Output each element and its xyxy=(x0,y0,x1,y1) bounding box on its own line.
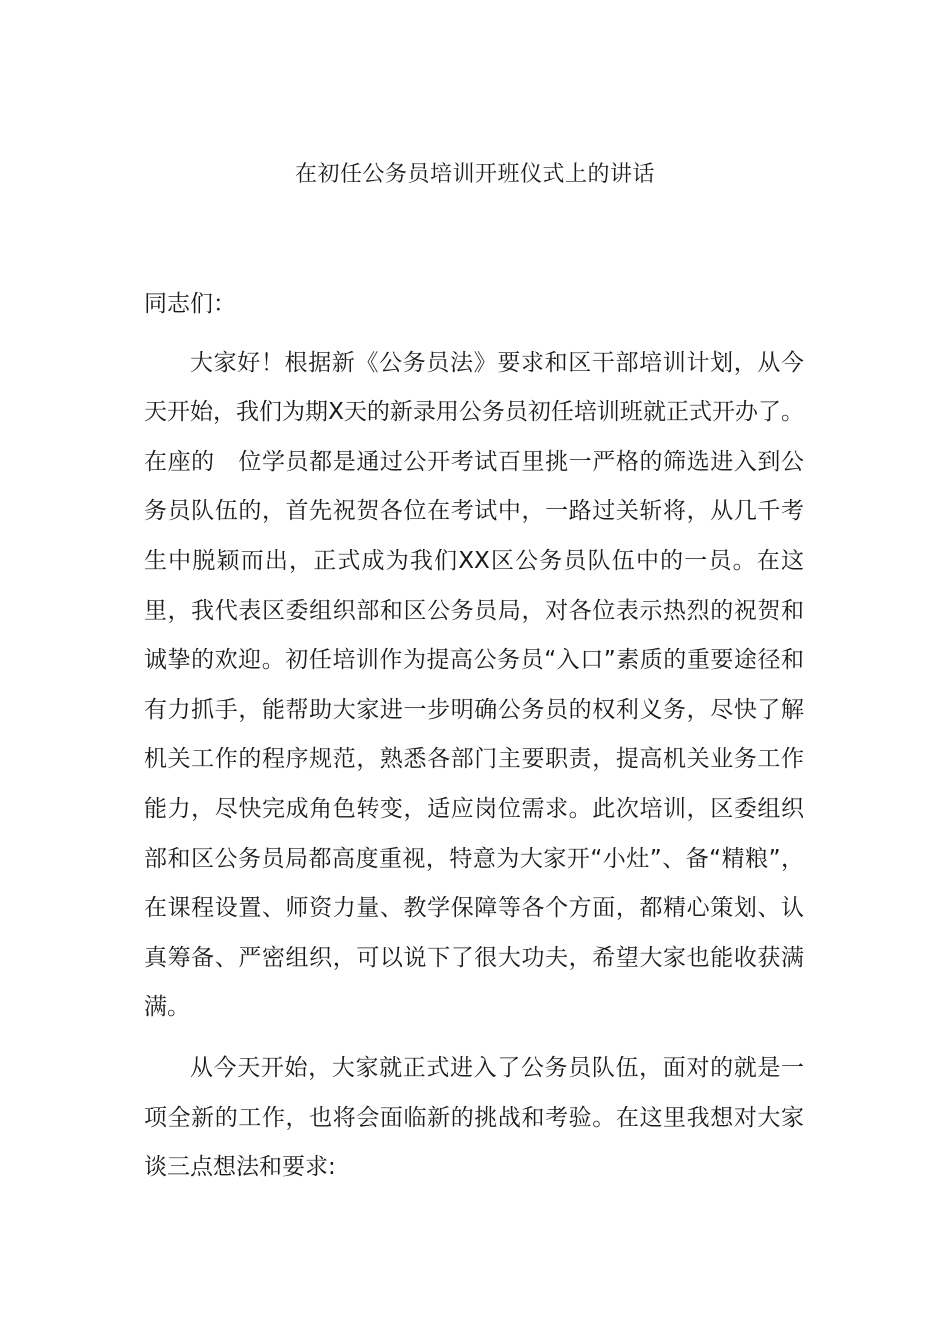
paragraph-1: 大家好！根据新《公务员法》要求和区干部培训计划，从今天开始，我们为期Ⅹ天的新录用公务员初任培训班就正式开办了。在座的 位学员都是通过公开考试百里挑一严格的筛选进入到公务员队伍的，首先祝贺各位在考试中，一路过关斩将，从几千考生中脱颖而出，正式成为我们XX区公务员队伍中的一员。在这里，我代表区委组织部和区公务员局，对各位表示热烈的祝贺和诚挚的欢迎。初任培训作为提高公务员“入口”素质的重要途径和有力抓手，能帮助大家进一步明确公务员的权利义务，尽快了解机关工作的程序规范，熟悉各部门主要职责，提高机关业务工作能力，尽快完成角色转变，适应岗位需求。此次培训，区委组织部和区公务员局都高度重视，特意为大家开“小灶”、备“精粮”，在课程设置、师资力量、教学保障等各个方面，都精心策划、认真筹备、严密组织，可以说下了很大功夫，希望大家也能收获满满。 xyxy=(144,349,804,1021)
paragraph-2: 从今天开始，大家就正式进入了公务员队伍，面对的就是一项全新的工作，也将会面临新的挑战和考验。在这里我想对大家谈三点想法和要求: xyxy=(144,1054,804,1181)
document-title: 在初任公务员培训开班仪式上的讲话 xyxy=(294,162,655,187)
salutation: 同志们： xyxy=(144,291,236,317)
document-body xyxy=(144,280,804,1204)
